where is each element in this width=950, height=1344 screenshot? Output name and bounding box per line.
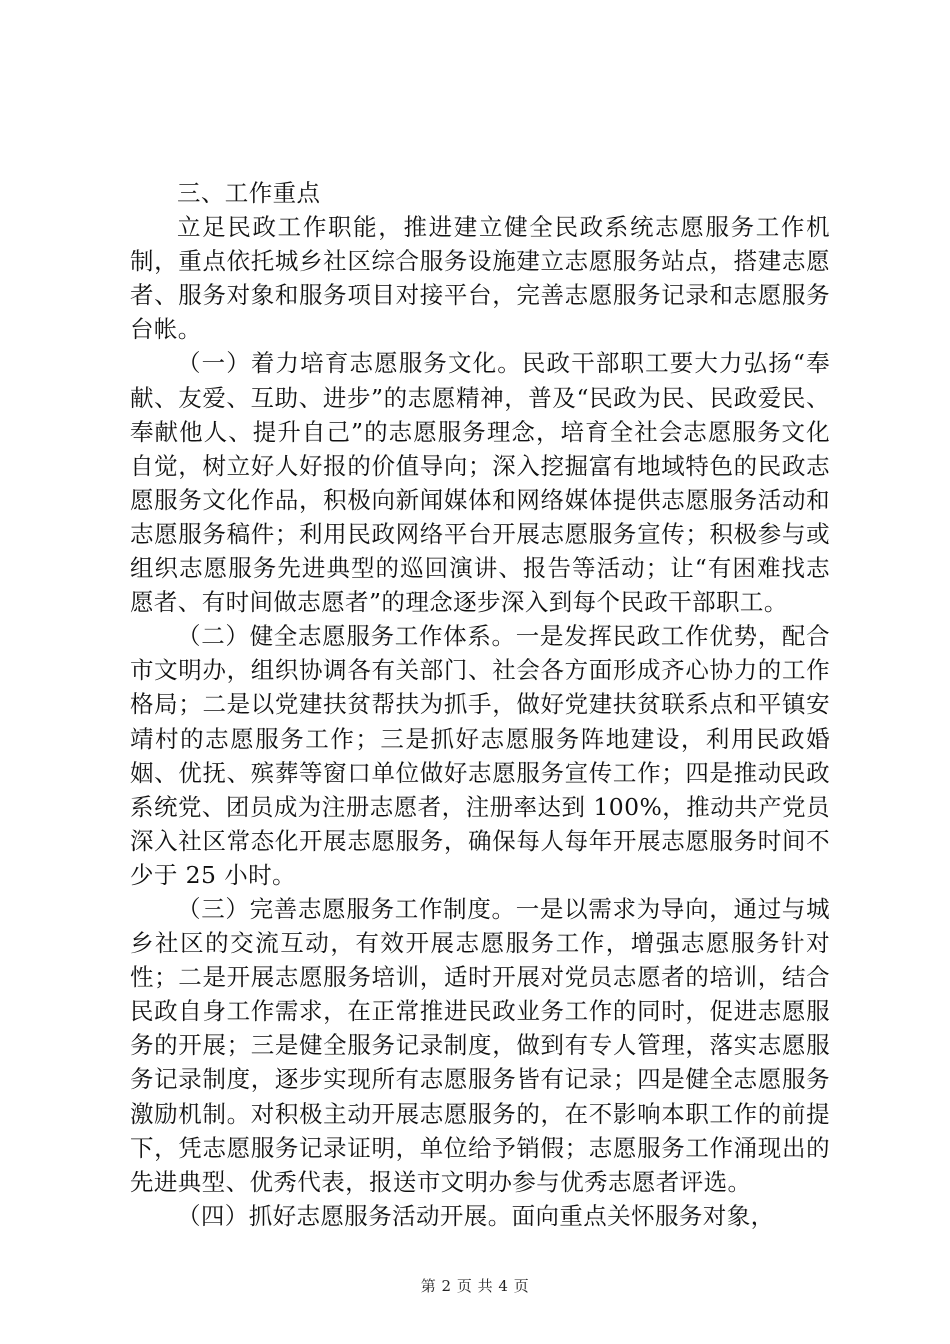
paragraph-regulation: （三）完善志愿服务工作制度。一是以需求为导向，通过与城乡社区的交流互动，有效开展志愿服务工作，增强志愿服务针对性；二是开展志愿服务培训，适时开展对党员志愿者的培训，结合民政自身工作需求，在正常推进民政业务工作的同时，促进志愿服务的开展；三是健全服务记录制度，做到有专人管理，落实志愿服务记录制度，逐步实现所有志愿服务皆有记录；四是健全志愿服务激励机制。对积极主动开展志愿服务的，在不影响本职工作的前提下，凭志愿服务记录证明，单位给予销假；志愿服务工作涌现出的先进典型、优秀代表，报送市文明办参与优秀志愿者评选。: [130, 894, 830, 1196]
paragraph-system: （二）健全志愿服务工作体系。一是发挥民政工作优势，配合市文明办，组织协调各有关部门、社会各方面形成齐心协力的工作格局；二是以党建扶贫帮扶为抓手，做好党建扶贫联系点和平镇安靖村的志愿服务工作；三是抓好志愿服务阵地建设，利用民政婚姻、优抚、殡葬等窗口单位做好志愿服务宣传工作；四是推动民政系统党、团员成为注册志愿者，注册率达到 100%，推动共产党员深入社区常态化开展志愿服务，确保每人每年开展志愿服务时间不少于 25 小时。: [130, 622, 830, 889]
document-body: [130, 176, 830, 1233]
paragraph-culture: （一）着力培育志愿服务文化。民政干部职工要大力弘扬“奉献、友爱、互助、进步”的志愿精神，普及“民政为民、民政爱民、奉献他人、提升自己”的志愿服务理念，培育全社会志愿服务文化自觉，树立好人好报的价值导向；深入挖掘富有地域特色的民政志愿服务文化作品，积极向新闻媒体和网络媒体提供志愿服务活动和志愿服务稿件；利用民政网络平台开展志愿服务宣传；积极参与或组织志愿服务先进典型的巡回演讲、报告等活动；让“有困难找志愿者、有时间做志愿者”的理念逐步深入到每个民政干部职工。: [130, 349, 830, 617]
paragraph-activities: （四）抓好志愿服务活动开展。面向重点关怀服务对象，: [177, 1201, 775, 1230]
page-number-footer: 第 2 页 共 4 页: [420, 1277, 530, 1295]
section-heading: 三、工作重点: [177, 179, 321, 207]
paragraph-intro: 立足民政工作职能，推进建立健全民政系统志愿服务工作机制，重点依托城乡社区综合服务设施建立志愿服务站点，搭建志愿者、服务对象和服务项目对接平台，完善志愿服务记录和志愿服务台帐。: [130, 213, 830, 344]
